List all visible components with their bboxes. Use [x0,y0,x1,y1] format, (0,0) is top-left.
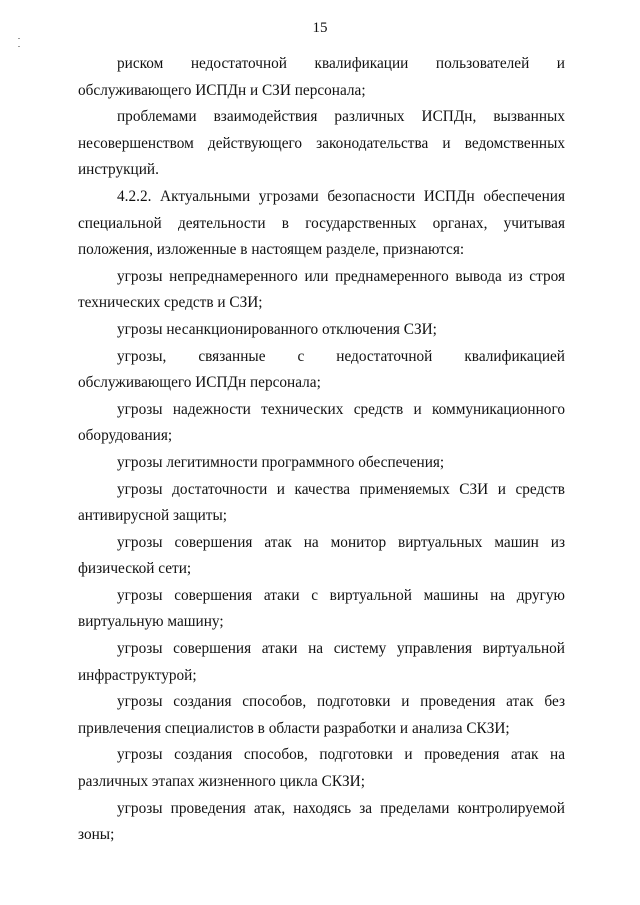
paragraph: проблемами взаимодействия различных ИСПДн, вызванных несовершенством действующего законодательства и ведомственных инструкций. [78,108,565,179]
body-text [78,51,565,849]
paragraph: угрозы проведения атак, находясь за пределами контролируемой зоны; [78,799,565,844]
paragraph: риском недостаточной квалификации пользователей и обслуживающего ИСПДн и СЗИ персонала; [78,55,565,99]
scan-speck [18,38,20,39]
paragraph: 4.2.2. Актуальными угрозами безопасности ИСПДн обеспечения специальной деятельности в государственных органах, учитывая положения, изложенные в настоящем разделе, признаются: [78,187,565,259]
paragraph: угрозы совершения атаки с виртуальной машины на другую виртуальную машину; [78,586,565,631]
paragraph: угрозы надежности технических средств и коммуникационного оборудования; [78,400,565,445]
paragraph: угрозы создания способов, подготовки и проведения атак без привлечения специалистов в области разработки и анализа СКЗИ; [78,693,565,737]
paragraph: угрозы совершения атак на монитор виртуальных машин из физической сети; [78,533,565,578]
paragraph: угрозы совершения атаки на систему управления виртуальной инфраструктурой; [78,640,565,684]
paragraph: угрозы несанкционированного отключения СЗИ; [117,320,437,338]
paragraph: угрозы легитимности программного обеспечения; [117,453,445,471]
paragraph: угрозы достаточности и качества применяемых СЗИ и средств антивирусной защиты; [78,480,565,525]
scan-speck [18,46,20,47]
paragraph: угрозы создания способов, подготовки и проведения атак на различных этапах жизненного цикла СКЗИ; [78,746,565,791]
paragraph: угрозы непреднамеренного или преднамеренного вывода из строя технических средств и СЗИ; [78,267,565,312]
page-number: 15 [312,20,328,36]
paragraph: угрозы, связанные с недостаточной квалификацией обслуживающего ИСПДн персонала; [78,347,565,392]
